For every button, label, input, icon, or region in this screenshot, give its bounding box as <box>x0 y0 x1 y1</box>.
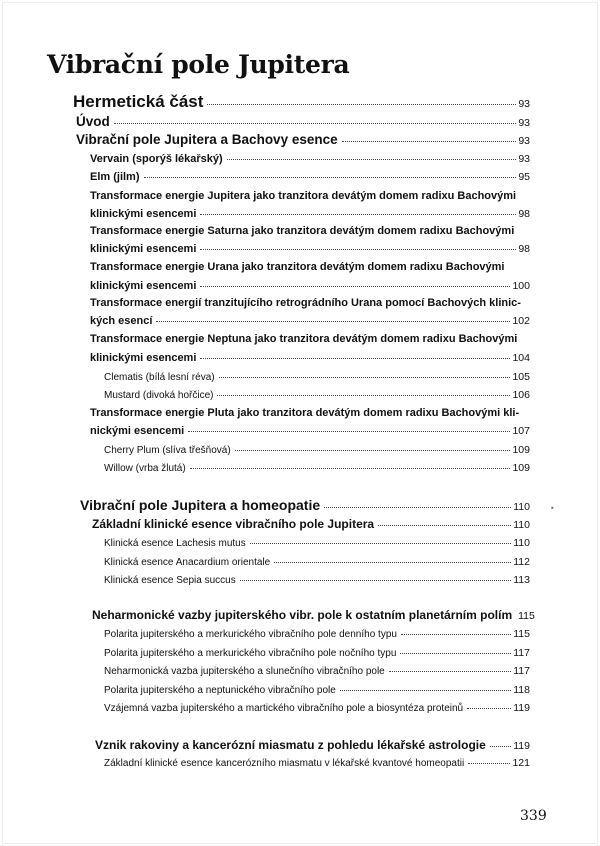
toc-label: klinickými esencemi <box>90 352 197 364</box>
toc-entry-bach[interactable] <box>76 132 530 147</box>
dot-leader <box>219 377 511 378</box>
toc-page: 109 <box>512 444 530 456</box>
toc-entry-vzajemna[interactable] <box>104 702 530 714</box>
toc-label: Vibrační pole Jupitera a Bachovy esence <box>76 132 338 147</box>
dot-leader <box>188 431 510 432</box>
toc-entry-sepia[interactable] <box>104 574 530 586</box>
toc-entry-tr-neptun-line1[interactable]: Transformace energie Neptuna jako tranzitora devátým domem radixu Bachovými <box>90 333 518 345</box>
dot-leader <box>217 395 510 396</box>
toc-label: Klinická esence Sepia succus <box>104 575 236 586</box>
toc-entry-tr-uran-line1[interactable]: Transformace energie Urana jako tranzitora devátým domem radixu Bachovými <box>90 261 505 273</box>
toc-page: 98 <box>518 208 530 220</box>
dot-leader <box>200 214 516 215</box>
toc-page: 110 <box>513 501 530 513</box>
toc-page: 119 <box>513 702 530 714</box>
dot-leader <box>240 580 512 581</box>
toc-page: 106 <box>512 389 530 401</box>
toc-label: Klinická esence Anacardium orientale <box>104 557 271 568</box>
dot-leader <box>340 690 511 691</box>
toc-label: klinickými esencemi <box>90 280 197 292</box>
page-title: Vibrační pole Jupitera <box>47 50 350 79</box>
toc-page: 95 <box>518 171 530 183</box>
dot-leader <box>389 671 512 672</box>
page-number: 339 <box>520 808 547 824</box>
toc-entry-pol-neptun[interactable] <box>104 684 530 696</box>
toc-entry-tr-uran-retro[interactable] <box>90 315 530 327</box>
toc-entry-homeopatie[interactable] <box>80 497 530 513</box>
toc-entry-clematis[interactable] <box>104 371 530 383</box>
toc-label: Vervain (sporýš lékařský) <box>90 153 223 165</box>
toc-page: 117 <box>513 665 530 677</box>
toc-entry-elm[interactable] <box>90 171 530 183</box>
toc-page: 109 <box>512 462 530 474</box>
toc-entry-zakladni[interactable] <box>92 517 530 531</box>
toc-page: 121 <box>512 757 530 769</box>
toc-label: Cherry Plum (slíva třešňová) <box>104 445 231 456</box>
toc-label: Vzájemná vazba jupiterského a martického vibračního pole a biosyntéza proteinů <box>104 703 464 714</box>
toc-entry-tr-saturn-line1[interactable]: Transformace energie Saturna jako tranzitora devátým domem radixu Bachovými <box>90 225 515 237</box>
toc-entry-tr-pluto-line1[interactable]: Transformace energie Pluta jako tranzitora devátým domem radixu Bachovými kli- <box>90 407 520 419</box>
dot-leader <box>400 653 511 654</box>
toc-label: Úvod <box>76 114 110 129</box>
dot-leader <box>274 562 511 563</box>
toc-entry-pol-merk-noc[interactable] <box>104 647 530 659</box>
toc-label: Polarita jupiterského a merkurického vibračního pole nočního typu <box>104 648 397 659</box>
dot-leader <box>207 104 516 105</box>
toc-page: 93 <box>518 98 530 110</box>
toc-entry-neharmonicke[interactable] <box>92 608 535 622</box>
toc-page: 119 <box>513 740 530 752</box>
toc-page: 113 <box>513 574 530 586</box>
toc-entry-willow[interactable] <box>104 462 530 474</box>
toc-entry-pol-merk-den[interactable] <box>104 628 530 640</box>
toc-label: Neharmonické vazby jupiterského vibr. pole k ostatním planetárním polím <box>92 608 513 622</box>
dot-leader <box>468 763 510 764</box>
dot-leader <box>250 543 512 544</box>
toc-entry-mustard[interactable] <box>104 389 530 401</box>
toc-label: Základní klinické esence kancerózního miasmatu v lékařské kvantové homeopatii <box>104 758 465 769</box>
toc-page: 115 <box>513 628 530 640</box>
dot-leader <box>114 123 517 124</box>
dot-leader <box>144 177 517 178</box>
toc-label: Vibrační pole Jupitera a homeopatie <box>80 497 321 513</box>
toc-entry-lachesis[interactable] <box>104 537 530 549</box>
toc-page: 110 <box>513 519 530 531</box>
toc-page: 117 <box>513 647 530 659</box>
dot-leader <box>378 525 511 526</box>
dot-leader <box>227 159 517 160</box>
dot-leader <box>401 634 511 635</box>
toc-page: 100 <box>512 280 530 292</box>
toc-entry-tr-saturn[interactable] <box>90 243 530 255</box>
toc-label: Clematis (bílá lesní réva) <box>104 372 215 383</box>
toc-entry-zakladni-kanc[interactable] <box>104 757 530 769</box>
dot-leader <box>200 249 516 250</box>
dot-leader <box>324 507 511 508</box>
toc-page: 112 <box>513 556 530 568</box>
toc-label: Mustard (divoká hořčice) <box>104 390 214 401</box>
dot-leader <box>200 358 510 359</box>
toc-label: klinickými esencemi <box>90 243 197 255</box>
toc-page: 115 <box>518 610 535 622</box>
dot-leader <box>342 141 517 142</box>
toc-label: Vznik rakoviny a kancerózní miasmatu z pohledu lékařské astrologie <box>95 738 486 752</box>
toc-entry-anacardium[interactable] <box>104 556 530 568</box>
toc-entry-tr-neptun[interactable] <box>90 352 530 364</box>
toc-page: 93 <box>518 117 530 129</box>
toc-label: Hermetická část <box>73 92 204 111</box>
dot-leader <box>200 286 510 287</box>
toc-page: 105 <box>512 371 530 383</box>
toc-page: 98 <box>518 243 530 255</box>
scan-speck: • <box>550 504 555 513</box>
dot-leader <box>156 321 510 322</box>
dot-leader <box>467 708 511 709</box>
toc-label: Elm (jilm) <box>90 171 140 183</box>
toc-label: klinickými esencemi <box>90 208 197 220</box>
toc-page: 93 <box>518 135 530 147</box>
dot-leader <box>190 468 511 469</box>
toc-entry-cherry[interactable] <box>104 444 530 456</box>
toc-entry-tr-jupiter[interactable] <box>90 208 530 220</box>
toc-entry-tr-pluto[interactable] <box>90 425 530 437</box>
toc-label: kých esencí <box>90 315 153 327</box>
toc-label: nickými esencemi <box>90 425 185 437</box>
toc-label: Základní klinické esence vibračního pole Jupitera <box>92 517 375 531</box>
toc-entry-tr-uran-retro-line1[interactable]: Transformace energií tranzitujícího retrográdního Urana pomocí Bachových klinic- <box>90 297 521 309</box>
toc-page: 118 <box>513 684 530 696</box>
toc-entry-vznik[interactable] <box>95 738 530 752</box>
toc-page: 104 <box>512 352 530 364</box>
toc-entry-uvod[interactable] <box>76 114 530 129</box>
toc-label: Klinická esence Lachesis mutus <box>104 538 246 549</box>
toc-page: 102 <box>512 315 530 327</box>
toc-entry-vervain[interactable] <box>90 153 530 165</box>
toc-page: 110 <box>513 537 530 549</box>
toc-entry-hermeticka[interactable] <box>73 92 530 112</box>
toc-label: Polarita jupiterského a merkurického vibračního pole denního typu <box>104 629 397 640</box>
dot-leader <box>490 746 511 747</box>
toc-label: Neharmonická vazba jupiterského a slunečního vibračního pole <box>104 666 385 677</box>
toc-entry-tr-jupiter-line1[interactable]: Transformace energie Jupitera jako tranzitora devátým domem radixu Bachovými <box>90 190 517 202</box>
toc-page: 107 <box>512 425 530 437</box>
toc-page: 93 <box>518 153 530 165</box>
toc-entry-neh-slunce[interactable] <box>104 665 530 677</box>
toc-label: Polarita jupiterského a neptunického vibračního pole <box>104 685 336 696</box>
toc-label: Willow (vrba žlutá) <box>104 463 186 474</box>
toc-entry-tr-uran[interactable] <box>90 280 530 292</box>
dot-leader <box>235 450 511 451</box>
